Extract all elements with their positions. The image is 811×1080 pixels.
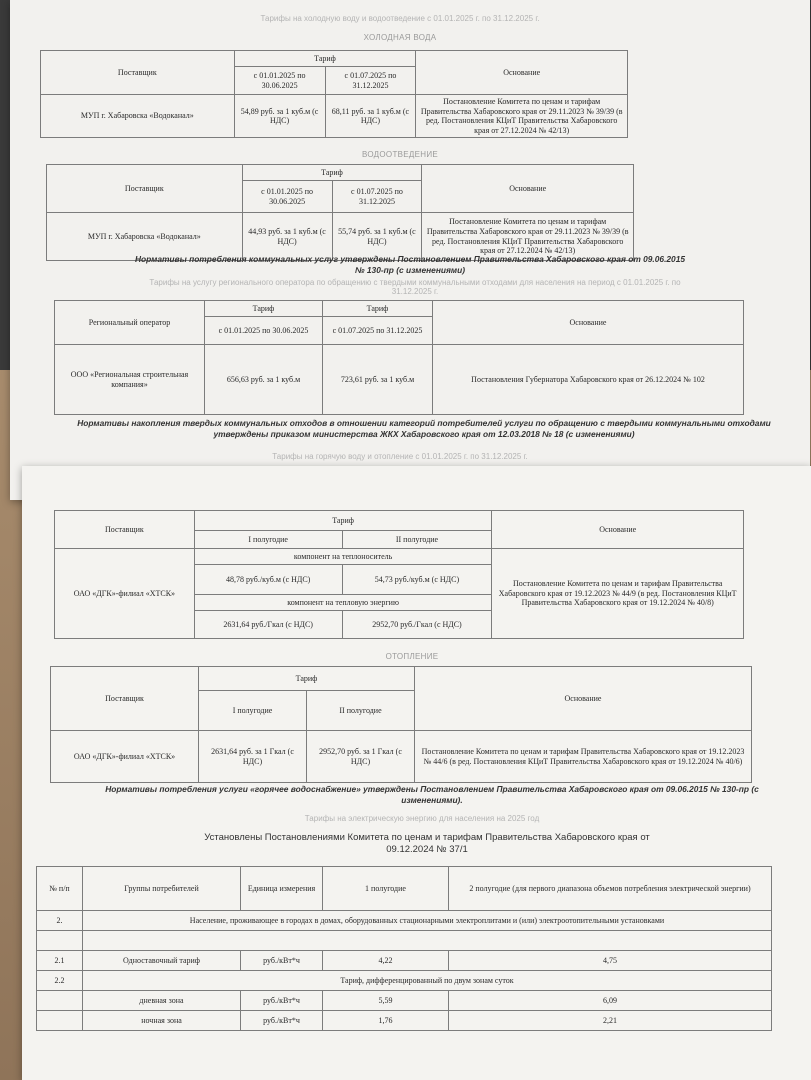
period-1: с 01.01.2025 по 30.06.2025 (234, 67, 325, 95)
electricity-table (36, 866, 772, 1031)
top-sheet (10, 0, 810, 500)
col-basis: Основание (415, 667, 752, 731)
row-value-half-1: 5,59 (323, 991, 449, 1011)
row-num: 2.2 (37, 971, 83, 991)
table-row (37, 911, 772, 931)
col-supplier: Поставщик (41, 51, 235, 95)
sewerage-table (46, 164, 634, 261)
row-group: Тариф, дифференцированный по двум зонам суток (83, 971, 772, 991)
tariff-1-cell: 54,89 руб. за 1 куб.м (с НДС) (234, 95, 325, 138)
table-row (37, 951, 772, 971)
row-unit: руб./кВт*ч (241, 951, 323, 971)
tariff-1-cell: 2631,64 руб. за 1 Гкал (с НДС) (199, 731, 307, 783)
table-row (37, 931, 772, 951)
tariff-2-cell: 55,74 руб. за 1 куб.м (с НДС) (332, 213, 422, 261)
table-row (37, 971, 772, 991)
waste-header: Тарифы на услугу регионального оператора по обращению с твердыми коммунальными отходами для населения на период с 01.01.2025 г. по 31.12.2025 г. (149, 278, 681, 296)
tariff-2-cell: 2952,70 руб. за 1 Гкал (с НДС) (307, 731, 415, 783)
electricity-subtitle: Установлены Постановлениями Комитета по ценам и тарифам Правительства Хабаровского края от 09.12.2024 № 37/1 (204, 832, 650, 856)
col-supplier: Поставщик (47, 165, 243, 213)
row-num: 2. (37, 911, 83, 931)
waste-table (54, 300, 744, 415)
supplier-cell: МУП г. Хабаровска «Водоканал» (47, 213, 243, 261)
basis-cell: Постановления Губернатора Хабаровского края от 26.12.2024 № 102 (433, 345, 744, 415)
col-tariff: Тариф (242, 165, 422, 181)
row-value-half-2: 4,75 (449, 951, 772, 971)
basis-cell: Постановление Комитета по ценам и тарифам Правительства Хабаровского края от 29.11.2023 № 39/39 (в ред. Постановления КЦиТ Правительства Хабаровского края от 27.12.2024 № 42/13) (416, 95, 628, 138)
row-num (37, 931, 83, 951)
period-2: с 01.07.2025 по 31.12.2025 (325, 67, 416, 95)
col-unit: Единица измерения (241, 867, 323, 911)
supplier-cell: ОАО «ДГК»-филиал «ХТСК» (55, 549, 195, 639)
col-group: Группы потребителей (83, 867, 241, 911)
note-waste-norms: Нормативы накопления твердых коммунальных отходов в отношении категорий потребителей услуги по обращению с твердыми коммунальными отходами утверждены приказом министерства ЖКХ Хабаровского края от 12.03.2018 № 18 (с изменениями) (77, 418, 771, 439)
tariff-2-cell: 723,61 руб. за 1 куб.м (323, 345, 433, 415)
energy-1-cell: 2631,64 руб./Гкал (с НДС) (194, 611, 342, 639)
period-2: с 01.07.2025 по 31.12.2025 (332, 181, 422, 213)
col-basis: Основание (492, 511, 744, 549)
row-group: Одноставочный тариф (83, 951, 241, 971)
row-value-half-1: 4,22 (323, 951, 449, 971)
col-num: № п/п (37, 867, 83, 911)
heating-table (50, 666, 752, 783)
row-unit: руб./кВт*ч (241, 991, 323, 1011)
col-supplier: Поставщик (55, 511, 195, 549)
col-half-1: 1 полугодие (323, 867, 449, 911)
period-1: с 01.01.2025 по 30.06.2025 (205, 317, 323, 345)
period-1: с 01.01.2025 по 30.06.2025 (242, 181, 332, 213)
cold-water-title: ХОЛОДНАЯ ВОДА (363, 33, 437, 42)
basis-cell: Постановление Комитета по ценам и тарифам Правительства Хабаровского края от 29.11.2023 № 39/39 (в ред. Постановления КЦиТ Правительства Хабаровского края от 27.12.2024 № 42/13) (422, 213, 634, 261)
note-hot-water-norms: Нормативы потребления услуги «горячее водоснабжение» утверждены Постановлением Правительства Хабаровского края от 09.06.2015 № 130-пр (с изменениями). (105, 784, 759, 805)
half-1: I полугодие (194, 531, 342, 549)
hot-water-header: Тарифы на горячую воду и отопление с 01.01.2025 г. по 31.12.2025 г. (272, 452, 528, 461)
tariff-2-cell: 68,11 руб. за 1 куб.м (с НДС) (325, 95, 416, 138)
bottom-sheet (22, 466, 811, 1080)
row-unit: руб./кВт*ч (241, 1011, 323, 1031)
col-tariff: Тариф (194, 511, 492, 531)
supplier-cell: МУП г. Хабаровска «Водоканал» (41, 95, 235, 138)
col-supplier: Поставщик (51, 667, 199, 731)
row-num: 2.1 (37, 951, 83, 971)
row-group: дневная зона (83, 991, 241, 1011)
supplier-cell: ОАО «ДГК»-филиал «ХТСК» (51, 731, 199, 783)
col-tariff-1: Тариф (205, 301, 323, 317)
operator-cell: ООО «Региональная строительная компания» (55, 345, 205, 415)
col-operator: Региональный оператор (55, 301, 205, 345)
col-tariff: Тариф (234, 51, 416, 67)
table-row (37, 1011, 772, 1031)
row-group: Население, проживающее в городах в домах, оборудованных стационарными электроплитами и (или) электроотопительными установками (83, 911, 772, 931)
col-half-2: 2 полугодие (для первого диапазона объемов потребления электрической энергии) (449, 867, 772, 911)
carrier-1-cell: 48,78 руб./куб.м (с НДС) (194, 565, 342, 595)
row-group: ночная зона (83, 1011, 241, 1031)
col-tariff-2: Тариф (323, 301, 433, 317)
row-group (83, 931, 772, 951)
component-carrier: компонент на теплоноситель (194, 549, 492, 565)
basis-cell: Постановление Комитета по ценам и тарифам Правительства Хабаровского края от 19.12.2023 № 44/9 (в ред. Постановления КЦиТ Правительства Хабаровского края от 19.12.2024 № 40/8) (492, 549, 744, 639)
table-row (37, 991, 772, 1011)
row-num (37, 1011, 83, 1031)
carrier-2-cell: 54,73 руб./куб.м (с НДС) (342, 565, 492, 595)
row-value-half-2: 6,09 (449, 991, 772, 1011)
hot-water-table (54, 510, 744, 639)
col-basis: Основание (416, 51, 628, 95)
row-num (37, 991, 83, 1011)
col-basis: Основание (433, 301, 744, 345)
cold-water-table (40, 50, 628, 138)
tariff-1-cell: 44,93 руб. за 1 куб.м (с НДС) (242, 213, 332, 261)
note-water-norms: Нормативы потребления коммунальных услуг утверждены Постановлением Правительства Хабаровского края от 09.06.2015 № 130-пр (с изменениями) (134, 254, 686, 275)
basis-cell: Постановление Комитета по ценам и тарифам Правительства Хабаровского края от 19.12.2023 № 44/6 (в ред. Постановления КЦиТ Правительства Хабаровского края от 19.12.2024 № 40/6) (415, 731, 752, 783)
col-basis: Основание (422, 165, 634, 213)
half-1: I полугодие (199, 691, 307, 731)
energy-2-cell: 2952,70 руб./Гкал (с НДС) (342, 611, 492, 639)
electricity-header: Тарифы на электрическую энергию для населения на 2025 год (304, 814, 540, 823)
component-energy: компонент на тепловую энергию (194, 595, 492, 611)
cold-water-header: Тарифы на холодную воду и водоотведение с 01.01.2025 г. по 31.12.2025 г. (260, 14, 540, 23)
half-2: II полугодие (342, 531, 492, 549)
heating-title: ОТОПЛЕНИЕ (385, 652, 439, 661)
row-value-half-2: 2,21 (449, 1011, 772, 1031)
row-value-half-1: 1,76 (323, 1011, 449, 1031)
half-2: II полугодие (307, 691, 415, 731)
period-2: с 01.07.2025 по 31.12.2025 (323, 317, 433, 345)
tariff-1-cell: 656,63 руб. за 1 куб.м (205, 345, 323, 415)
sewerage-title: ВОДООТВЕДЕНИЕ (361, 150, 439, 159)
electricity-rows (37, 911, 772, 1031)
col-tariff: Тариф (199, 667, 415, 691)
